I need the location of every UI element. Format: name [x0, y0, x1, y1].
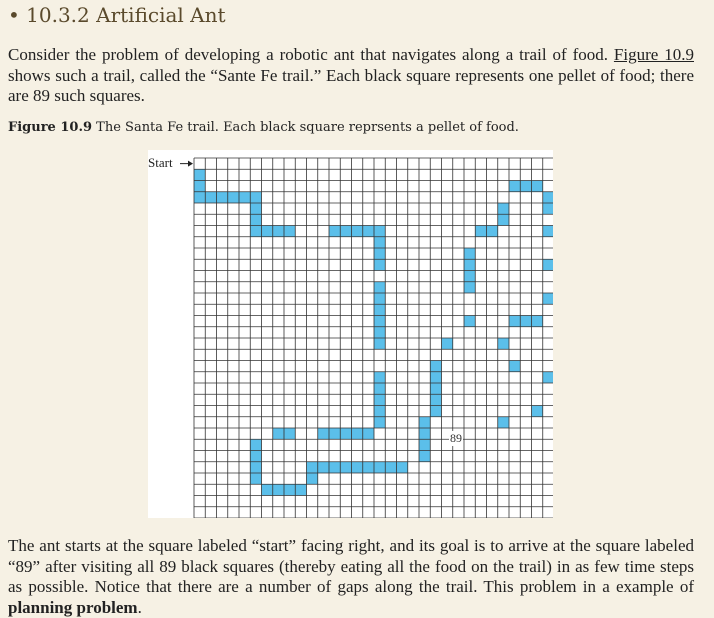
food-pellet: [194, 181, 205, 192]
figure-caption-label: Figure 10.9: [8, 120, 93, 135]
section-heading: • 10.3.2 Artificial Ant: [8, 3, 226, 27]
food-pellet: [543, 293, 553, 304]
food-pellet: [329, 462, 340, 473]
food-pellet: [487, 226, 498, 237]
food-pellet: [430, 394, 441, 405]
food-pellet: [419, 428, 430, 439]
food-pellet: [374, 338, 385, 349]
food-pellet: [217, 192, 228, 203]
food-pellet: [430, 372, 441, 383]
figure-caption-text: The Santa Fe trail. Each black square reprsents a pellet of food.: [92, 120, 519, 135]
santa-fe-trail-figure: [148, 150, 553, 518]
food-pellet: [419, 417, 430, 428]
figure-caption: [8, 120, 519, 135]
food-pellet: [284, 484, 295, 495]
food-pellet: [498, 338, 509, 349]
food-pellet: [385, 462, 396, 473]
food-pellet: [250, 192, 261, 203]
food-pellet: [194, 169, 205, 180]
food-pellet: [250, 473, 261, 484]
food-pellet: [329, 226, 340, 237]
food-pellet: [498, 214, 509, 225]
food-pellet: [374, 248, 385, 259]
food-pellet: [509, 181, 520, 192]
food-pellet: [464, 282, 475, 293]
conclusion-paragraph: The ant starts at the square labeled “start” facing right, and its goal is to arrive at the square labeled “89” after visiting all 89 black squares (thereby eating all the food on the trail) in as few time steps as possible. Notice that there are a number of gaps along the trail. This problem in a example of planning problem.: [8, 536, 694, 617]
food-pellet: [543, 203, 553, 214]
food-pellet: [374, 462, 385, 473]
food-pellet: [498, 417, 509, 428]
food-pellet: [374, 406, 385, 417]
food-pellet: [374, 383, 385, 394]
food-pellet: [340, 462, 351, 473]
food-pellet: [340, 428, 351, 439]
food-pellet: [430, 361, 441, 372]
food-pellet: [250, 462, 261, 473]
food-pellet: [419, 451, 430, 462]
food-pellet: [419, 439, 430, 450]
food-pellet: [374, 259, 385, 270]
food-pellet: [340, 226, 351, 237]
food-pellet: [464, 271, 475, 282]
food-pellet: [374, 327, 385, 338]
food-pellet: [352, 226, 363, 237]
food-pellet: [273, 226, 284, 237]
food-pellet: [273, 484, 284, 495]
trail-grid: [148, 150, 553, 518]
food-pellet: [205, 192, 216, 203]
intro-paragraph: [8, 45, 694, 107]
intro-text-2: shows such a trail, called the “Sante Fe trail.” Each black square represents one pellet of food; there are 89 such squares.: [8, 65, 694, 105]
figure-link[interactable]: Figure 10.9: [613, 45, 694, 64]
food-pellet: [543, 259, 553, 270]
food-pellet: [250, 203, 261, 214]
food-pellet: [374, 237, 385, 248]
food-pellet: [430, 383, 441, 394]
food-pellet: [318, 428, 329, 439]
food-pellet: [284, 226, 295, 237]
food-pellet: [329, 428, 340, 439]
food-pellet: [374, 417, 385, 428]
food-pellet: [262, 484, 273, 495]
food-pellet: [475, 226, 486, 237]
food-pellet: [352, 428, 363, 439]
food-pellet: [532, 406, 543, 417]
intro-text-1: Consider the problem of developing a robotic ant that navigates along a trail of food.: [8, 45, 614, 64]
food-pellet: [430, 406, 441, 417]
food-pellet: [239, 192, 250, 203]
start-arrow-head: [188, 161, 193, 167]
food-pellet: [374, 304, 385, 315]
food-pellet: [295, 484, 306, 495]
food-pellet: [284, 428, 295, 439]
food-pellet: [352, 462, 363, 473]
food-pellet: [442, 338, 453, 349]
food-pellet: [262, 226, 273, 237]
food-pellet: [464, 316, 475, 327]
food-pellet: [250, 439, 261, 450]
food-pellet: [374, 293, 385, 304]
food-pellet: [498, 203, 509, 214]
food-pellet: [532, 316, 543, 327]
food-pellet: [250, 226, 261, 237]
food-pellet: [228, 192, 239, 203]
food-pellet: [397, 462, 408, 473]
food-pellet: [363, 462, 374, 473]
planning-problem-term: planning problem: [8, 597, 138, 617]
food-pellet: [374, 394, 385, 405]
food-pellet: [273, 428, 284, 439]
food-pellet: [363, 428, 374, 439]
food-pellet: [464, 248, 475, 259]
food-pellet: [250, 214, 261, 225]
food-pellet: [194, 192, 205, 203]
food-pellet: [520, 181, 531, 192]
food-pellet: [363, 226, 374, 237]
food-pellet: [307, 462, 318, 473]
food-pellet: [250, 451, 261, 462]
food-pellet: [543, 372, 553, 383]
food-pellet: [509, 316, 520, 327]
food-pellet: [509, 361, 520, 372]
start-label: Start: [148, 155, 173, 170]
food-pellet: [543, 192, 553, 203]
food-pellet: [318, 462, 329, 473]
end-label-89: 89: [450, 431, 462, 445]
food-pellet: [374, 282, 385, 293]
food-pellet: [543, 226, 553, 237]
food-pellet: [532, 181, 543, 192]
food-pellet: [464, 259, 475, 270]
food-pellet: [374, 316, 385, 327]
food-pellet: [520, 316, 531, 327]
food-pellet: [374, 372, 385, 383]
food-pellet: [307, 473, 318, 484]
food-pellet: [374, 226, 385, 237]
